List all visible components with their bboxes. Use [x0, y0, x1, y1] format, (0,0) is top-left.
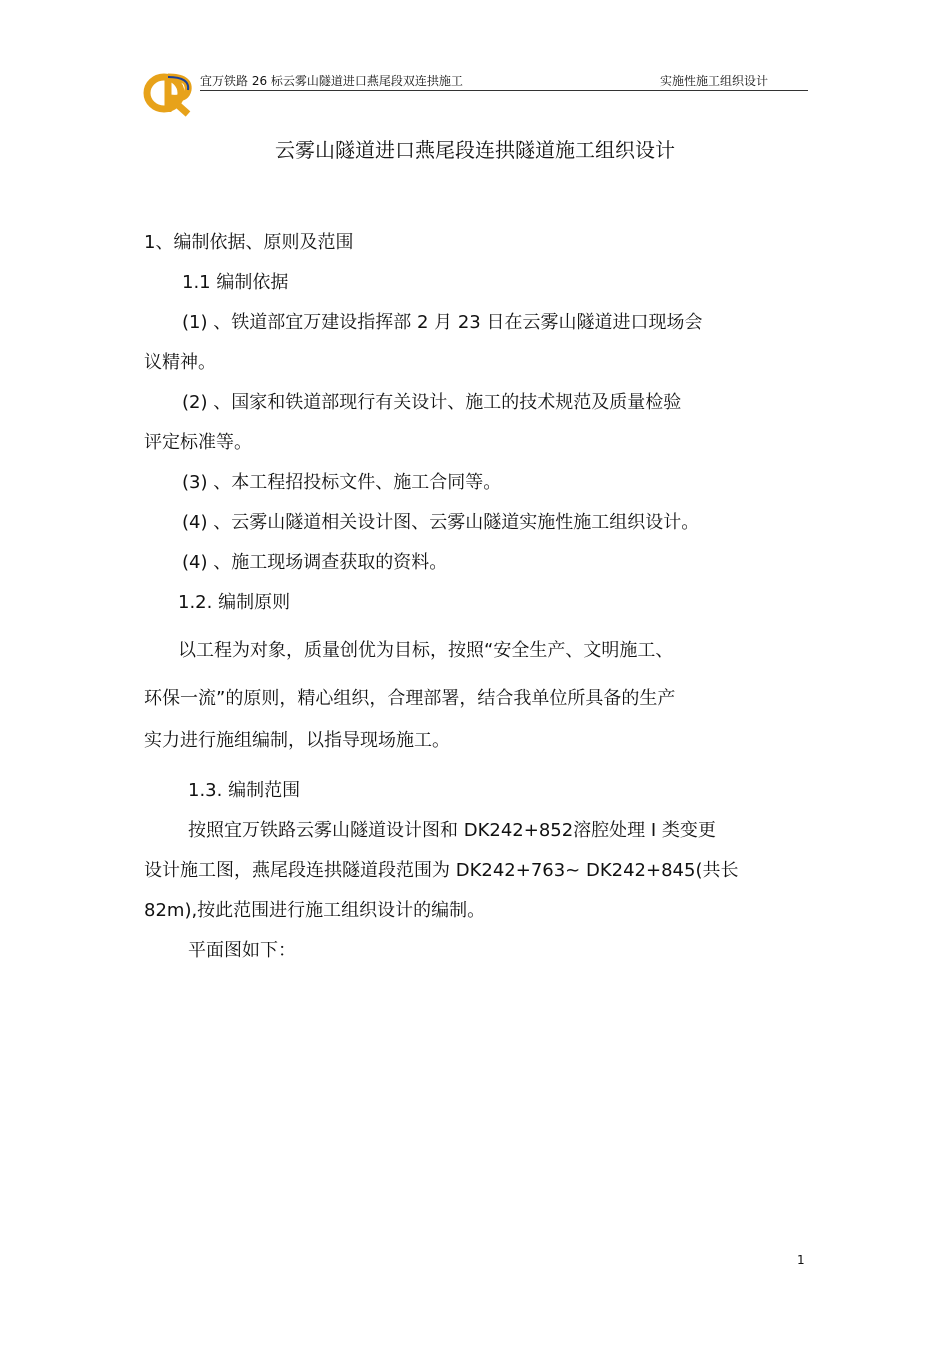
page-number: 1: [797, 1253, 805, 1267]
principle-paragraph-line-1: 以工程为对象，质量创优为目标，按照“安全生产、文明施工、: [178, 640, 674, 661]
scope-paragraph-line-1: 按照宜万铁路云雾山隧道设计图和 DK242+852溶腔处理 I 类变更: [188, 820, 716, 841]
document-title: 云雾山隧道进口燕尾段连拱隧道施工组织设计: [275, 138, 675, 162]
basis-item-3: (3) 、本工程招投标文件、施工合同等。: [182, 472, 502, 493]
section-1-3-heading: 1.3. 编制范围: [188, 780, 301, 801]
scope-paragraph-line-2: 设计施工图，燕尾段连拱隧道段范围为 DK242+763~ DK242+845(共长: [144, 860, 739, 881]
section-1-2-heading: 1.2. 编制原则: [178, 592, 291, 613]
principle-paragraph-line-3: 实力进行施组编制，以指导现场施工。: [144, 730, 450, 751]
header-rule: [200, 90, 808, 91]
basis-item-2-cont: 评定标准等。: [144, 432, 252, 453]
company-logo-icon: [142, 68, 198, 118]
basis-item-1-cont: 议精神。: [144, 352, 216, 373]
header-left-text: 宜万铁路 26 标云雾山隧道进口燕尾段双连拱施工: [200, 74, 463, 88]
section-1-1-heading: 1.1 编制依据: [182, 272, 289, 293]
basis-item-5: (4) 、施工现场调查获取的资料。: [182, 552, 448, 573]
plan-figure-caption: 平面图如下：: [188, 940, 296, 961]
section-1-heading: 1、编制依据、原则及范围: [144, 232, 354, 253]
basis-item-1: (1) 、铁道部宜万建设指挥部 2 月 23 日在云雾山隧道进口现场会: [182, 312, 703, 333]
scope-paragraph-line-3: 82m),按此范围进行施工组织设计的编制。: [144, 900, 486, 921]
page-header: [142, 66, 808, 120]
principle-paragraph-line-2: 环保一流”的原则，精心组织，合理部署，结合我单位所具备的生产: [144, 688, 676, 709]
header-right-text: 实施性施工组织设计: [659, 74, 768, 88]
basis-item-2: (2) 、国家和铁道部现行有关设计、施工的技术规范及质量检验: [182, 392, 682, 413]
basis-item-4: (4) 、云雾山隧道相关设计图、云雾山隧道实施性施工组织设计。: [182, 512, 700, 533]
